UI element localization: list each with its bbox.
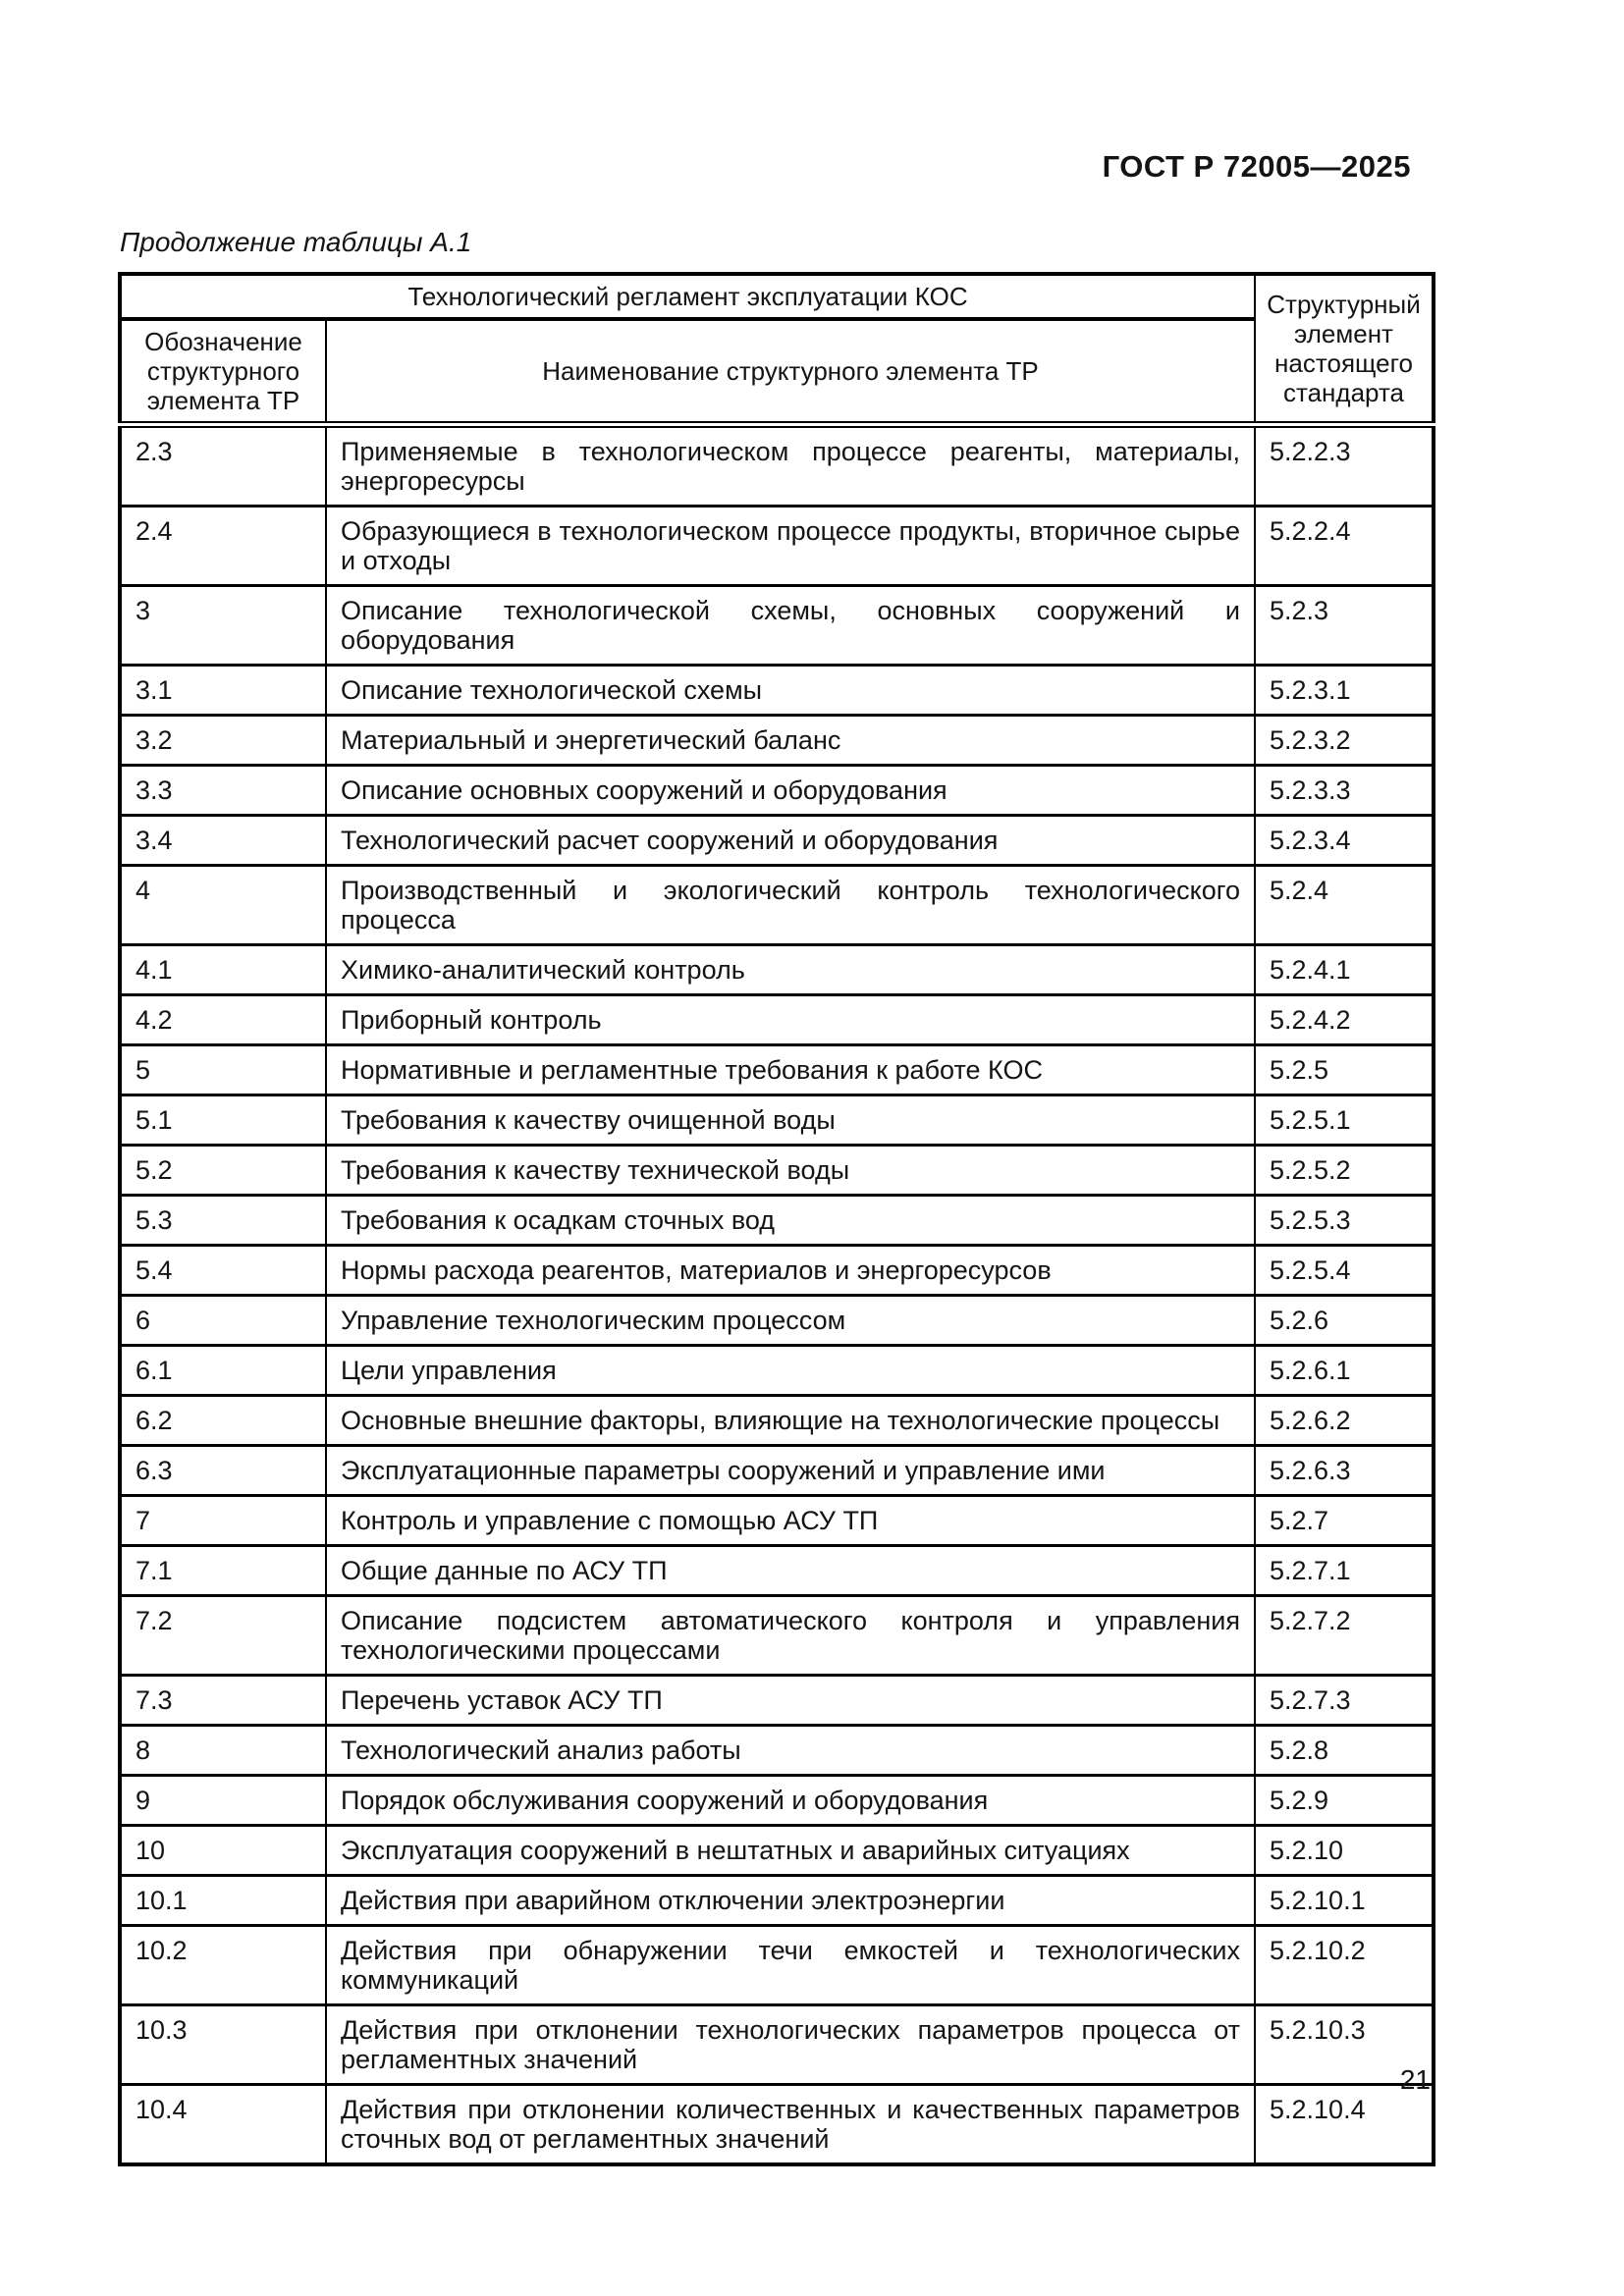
row-code-cell: 7.1 xyxy=(120,1546,326,1596)
row-name-cell: Управление технологическим процессом xyxy=(326,1296,1255,1346)
table-row xyxy=(120,1196,1434,1246)
row-ref-cell: 5.2.2.4 xyxy=(1255,507,1434,586)
table-row xyxy=(120,666,1434,716)
row-name-cell: Общие данные по АСУ ТП xyxy=(326,1546,1255,1596)
row-ref-cell: 5.2.7.3 xyxy=(1255,1676,1434,1726)
header-col-name: Наименование структурного элемента ТР xyxy=(326,319,1255,425)
row-code-cell: 5.4 xyxy=(120,1246,326,1296)
row-ref-cell: 5.2.9 xyxy=(1255,1776,1434,1826)
table-row xyxy=(120,1446,1434,1496)
row-ref-cell: 5.2.5.1 xyxy=(1255,1095,1434,1146)
row-ref-cell: 5.2.7 xyxy=(1255,1496,1434,1546)
table-row xyxy=(120,1296,1434,1346)
row-ref-cell: 5.2.10.1 xyxy=(1255,1876,1434,1926)
row-ref-cell: 5.2.5.2 xyxy=(1255,1146,1434,1196)
row-code-cell: 10.4 xyxy=(120,2085,326,2165)
row-name-cell: Химико-аналитический контроль xyxy=(326,945,1255,995)
row-code-cell: 6.1 xyxy=(120,1346,326,1396)
row-code-cell: 6 xyxy=(120,1296,326,1346)
row-code-cell: 4.2 xyxy=(120,995,326,1045)
row-code-cell: 3.1 xyxy=(120,666,326,716)
row-name-cell: Образующиеся в технологическом процессе продукты, вторичное сырье и отходы xyxy=(326,507,1255,586)
row-code-cell: 3.2 xyxy=(120,716,326,766)
row-name-cell: Материальный и энергетический баланс xyxy=(326,716,1255,766)
row-code-cell: 2.4 xyxy=(120,507,326,586)
row-ref-cell: 5.2.6.2 xyxy=(1255,1396,1434,1446)
table-row xyxy=(120,1676,1434,1726)
header-row-span xyxy=(120,274,1434,319)
table-row xyxy=(120,2005,1434,2085)
table-row xyxy=(120,2085,1434,2165)
row-code-cell: 7 xyxy=(120,1496,326,1546)
row-name-cell: Технологический анализ работы xyxy=(326,1726,1255,1776)
row-ref-cell: 5.2.10.4 xyxy=(1255,2085,1434,2165)
row-code-cell: 10 xyxy=(120,1826,326,1876)
row-code-cell: 4 xyxy=(120,866,326,945)
row-code-cell: 7.3 xyxy=(120,1676,326,1726)
row-ref-cell: 5.2.4 xyxy=(1255,866,1434,945)
row-ref-cell: 5.2.10 xyxy=(1255,1826,1434,1876)
row-code-cell: 6.2 xyxy=(120,1396,326,1446)
row-name-cell: Действия при аварийном отключении электроэнергии xyxy=(326,1876,1255,1926)
row-name-cell: Описание подсистем автоматического контроля и управления технологическими процессами xyxy=(326,1596,1255,1676)
table-row xyxy=(120,1596,1434,1676)
row-ref-cell: 5.2.5.4 xyxy=(1255,1246,1434,1296)
row-name-cell: Перечень уставок АСУ ТП xyxy=(326,1676,1255,1726)
row-ref-cell: 5.2.6.1 xyxy=(1255,1346,1434,1396)
structure-table xyxy=(118,272,1435,2166)
table-row xyxy=(120,1546,1434,1596)
row-code-cell: 4.1 xyxy=(120,945,326,995)
row-ref-cell: 5.2.2.3 xyxy=(1255,425,1434,507)
row-ref-cell: 5.2.7.2 xyxy=(1255,1596,1434,1676)
row-code-cell: 6.3 xyxy=(120,1446,326,1496)
table-row xyxy=(120,716,1434,766)
row-ref-cell: 5.2.7.1 xyxy=(1255,1546,1434,1596)
row-ref-cell: 5.2.8 xyxy=(1255,1726,1434,1776)
row-code-cell: 5.1 xyxy=(120,1095,326,1146)
table-row xyxy=(120,1045,1434,1095)
header-col-standard-element: Структурный элемент настоящего стандарта xyxy=(1255,274,1434,425)
table-row xyxy=(120,1396,1434,1446)
row-code-cell: 10.2 xyxy=(120,1926,326,2005)
row-ref-cell: 5.2.4.2 xyxy=(1255,995,1434,1045)
row-name-cell: Описание технологической схемы xyxy=(326,666,1255,716)
row-name-cell: Применяемые в технологическом процессе реагенты, материалы, энергоресурсы xyxy=(326,425,1255,507)
header-span-title: Технологический регламент эксплуатации КОС xyxy=(120,274,1255,319)
row-name-cell: Действия при отклонении технологических параметров процесса от регламентных значений xyxy=(326,2005,1255,2085)
row-code-cell: 10.3 xyxy=(120,2005,326,2085)
table-row xyxy=(120,507,1434,586)
table-row xyxy=(120,1726,1434,1776)
row-ref-cell: 5.2.5.3 xyxy=(1255,1196,1434,1246)
row-name-cell: Цели управления xyxy=(326,1346,1255,1396)
doc-code-header: ГОСТ Р 72005—2025 xyxy=(1102,149,1411,184)
row-ref-cell: 5.2.6.3 xyxy=(1255,1446,1434,1496)
row-ref-cell: 5.2.3.4 xyxy=(1255,816,1434,866)
row-code-cell: 5.2 xyxy=(120,1146,326,1196)
table-row xyxy=(120,816,1434,866)
row-name-cell: Действия при отклонении количественных и качественных параметров сточных вод от регламентных значений xyxy=(326,2085,1255,2165)
row-name-cell: Эксплуатационные параметры сооружений и управление ими xyxy=(326,1446,1255,1496)
row-ref-cell: 5.2.10.3 xyxy=(1255,2005,1434,2085)
row-name-cell: Требования к качеству технической воды xyxy=(326,1146,1255,1196)
row-name-cell: Нормативные и регламентные требования к работе КОС xyxy=(326,1045,1255,1095)
row-code-cell: 5.3 xyxy=(120,1196,326,1246)
row-code-cell: 9 xyxy=(120,1776,326,1826)
table-row xyxy=(120,1876,1434,1926)
table-caption: Продолжение таблицы А.1 xyxy=(120,227,472,257)
table-row xyxy=(120,995,1434,1045)
row-name-cell: Нормы расхода реагентов, материалов и энергоресурсов xyxy=(326,1246,1255,1296)
row-name-cell: Описание основных сооружений и оборудования xyxy=(326,766,1255,816)
row-name-cell: Действия при обнаружении течи емкостей и технологических коммуникаций xyxy=(326,1926,1255,2005)
row-name-cell: Технологический расчет сооружений и оборудования xyxy=(326,816,1255,866)
table-row xyxy=(120,766,1434,816)
row-ref-cell: 5.2.6 xyxy=(1255,1296,1434,1346)
table-row xyxy=(120,586,1434,666)
row-name-cell: Эксплуатация сооружений в нештатных и аварийных ситуациях xyxy=(326,1826,1255,1876)
table-row xyxy=(120,1826,1434,1876)
row-ref-cell: 5.2.3.3 xyxy=(1255,766,1434,816)
table-body xyxy=(120,425,1434,2165)
table-row xyxy=(120,1146,1434,1196)
row-name-cell: Требования к качеству очищенной воды xyxy=(326,1095,1255,1146)
table-row xyxy=(120,1246,1434,1296)
row-ref-cell: 5.2.3 xyxy=(1255,586,1434,666)
row-name-cell: Описание технологической схемы, основных сооружений и оборудования xyxy=(326,586,1255,666)
row-code-cell: 10.1 xyxy=(120,1876,326,1926)
row-ref-cell: 5.2.4.1 xyxy=(1255,945,1434,995)
row-ref-cell: 5.2.3.1 xyxy=(1255,666,1434,716)
row-name-cell: Приборный контроль xyxy=(326,995,1255,1045)
row-code-cell: 5 xyxy=(120,1045,326,1095)
table-row xyxy=(120,1776,1434,1826)
row-name-cell: Порядок обслуживания сооружений и оборудования xyxy=(326,1776,1255,1826)
table-row xyxy=(120,1496,1434,1546)
page-number: 21 xyxy=(1399,2064,1431,2095)
row-code-cell: 7.2 xyxy=(120,1596,326,1676)
row-code-cell: 3.4 xyxy=(120,816,326,866)
row-ref-cell: 5.2.5 xyxy=(1255,1045,1434,1095)
table-row xyxy=(120,1926,1434,2005)
row-ref-cell: 5.2.3.2 xyxy=(1255,716,1434,766)
row-ref-cell: 5.2.10.2 xyxy=(1255,1926,1434,2005)
row-name-cell: Требования к осадкам сточных вод xyxy=(326,1196,1255,1246)
table-row xyxy=(120,945,1434,995)
table-row xyxy=(120,425,1434,507)
row-code-cell: 2.3 xyxy=(120,425,326,507)
table-row xyxy=(120,866,1434,945)
row-name-cell: Производственный и экологический контроль технологического процесса xyxy=(326,866,1255,945)
table-row xyxy=(120,1346,1434,1396)
header-col-designation: Обозначение структурного элемента ТР xyxy=(120,319,326,425)
row-code-cell: 3.3 xyxy=(120,766,326,816)
row-code-cell: 8 xyxy=(120,1726,326,1776)
row-code-cell: 3 xyxy=(120,586,326,666)
row-name-cell: Контроль и управление с помощью АСУ ТП xyxy=(326,1496,1255,1546)
header-row-sub xyxy=(120,319,1434,425)
table-row xyxy=(120,1095,1434,1146)
table-header xyxy=(120,274,1434,425)
row-name-cell: Основные внешние факторы, влияющие на технологические процессы xyxy=(326,1396,1255,1446)
